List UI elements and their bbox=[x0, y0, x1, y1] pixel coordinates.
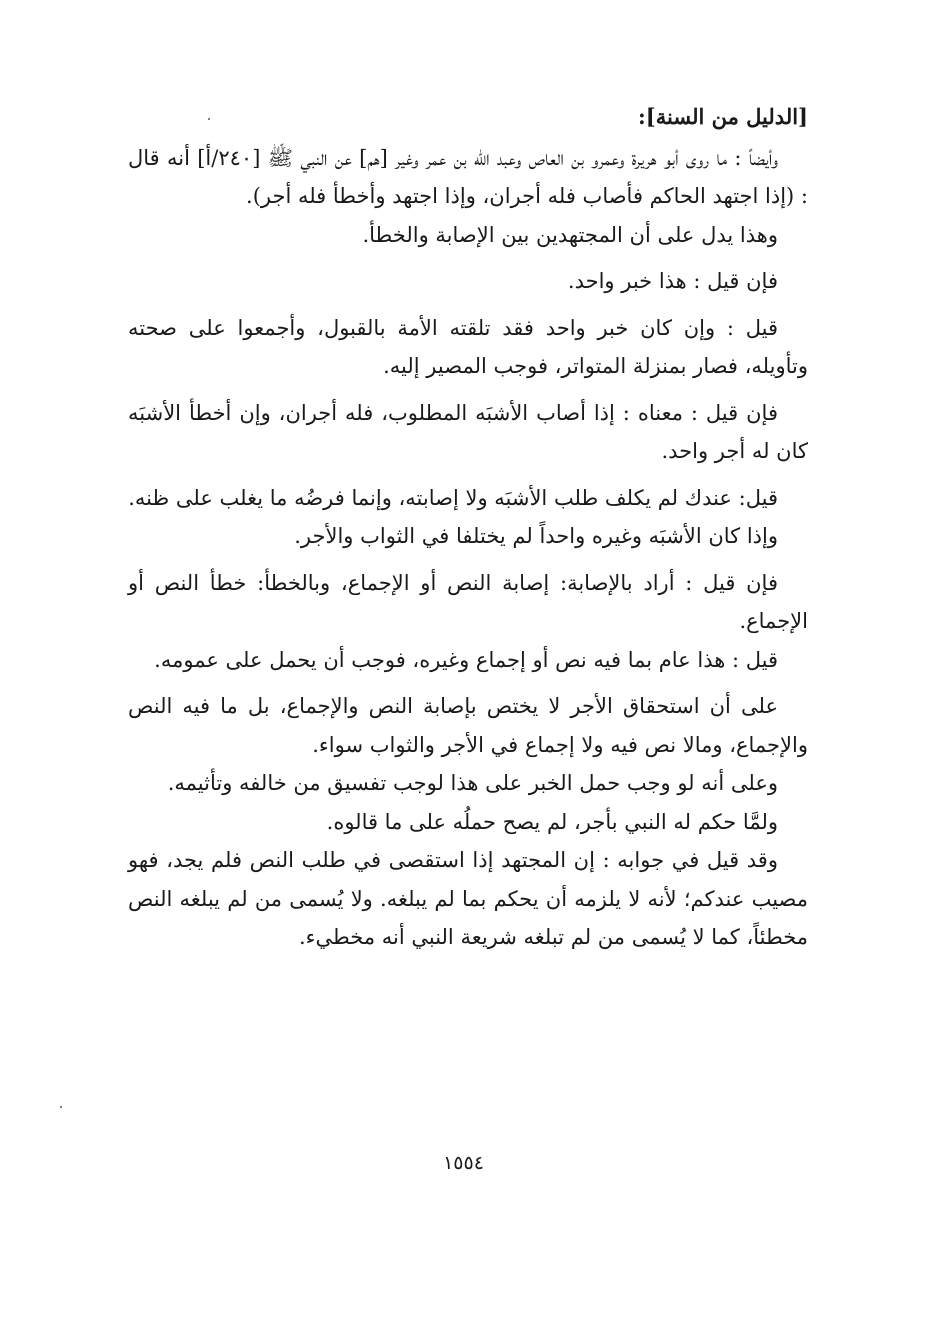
paragraph-reply-1: قيل : وإن كان خبر واحد فقد تلقته الأمة بالقبول، وأجمعوا على صحته وتأويله، فصار بمنزلة المتواتر، فوجب المصير إليه. bbox=[128, 315, 808, 378]
scan-speck bbox=[208, 118, 210, 120]
paragraph-reply-3d: ولمَّا حكم له النبي بأجر، لم يصح حملُه على ما قالوه. bbox=[326, 809, 778, 834]
paragraph-reply-3: قيل : هذا عام بما فيه نص أو إجماع وغيره، فوجب أن يحمل على عمومه. bbox=[154, 647, 778, 672]
paragraph-reply-2b: وإذا كان الأشبَه وغيره واحداً لم يختلفا في الثواب والأجر. bbox=[294, 524, 778, 548]
paragraph-objection-2: فإن قيل : معناه : إذا أصاب الأشبَه المطلوب، فله أجران، وإن أخطأ الأشبَه كان له أجر واحد. bbox=[128, 400, 808, 463]
paragraph-objection-1: فإن قيل : هذا خبر واحد. bbox=[567, 269, 778, 293]
section-heading: [الدليل من السنة]: bbox=[638, 104, 808, 129]
paragraph-hadith: وأيضاً : ما روى أبو هريرة وعمرو بن العاص وعبد الله بن عمر وغير [هم] عن النبي ﷺ [٢٤٠/أ] أنه قال : (إذا اجتهد الحاكم فأصاب فله أجران، وإذا اجتهد وأخطأ فله أجر). bbox=[128, 145, 808, 208]
body-text bbox=[128, 98, 808, 957]
paragraph-objection-3: فإن قيل : أراد بالإصابة: إصابة النص أو الإجماع، وبالخطأ: خطأ النص أو الإجماع. bbox=[128, 570, 808, 633]
paragraph-indication: وهذا يدل على أن المجتهدين بين الإصابة والخطأ. bbox=[362, 222, 778, 247]
paragraph-reply-3c: وعلى أنه لو وجب حمل الخبر على هذا لوجب تفسيق من خالفه وتأثيمه. bbox=[167, 771, 778, 795]
page-number: ١٥٥٤ bbox=[443, 1152, 484, 1174]
paragraph-reply-2: قيل: عندك لم يكلف طلب الأشبَه ولا إصابته، وإنما فرضُه ما يغلب على ظنه. bbox=[128, 485, 778, 510]
scan-speck bbox=[60, 1106, 62, 1108]
paragraph-answer: وقد قيل في جوابه : إن المجتهد إذا استقصى في طلب النص فلم يجد، فهو مصيب عندكم؛ لأنه لا يلزمه أن يحكم بما لم يبلغه. ولا يُسمى من لم يبلغه النص مخطئاً، كما لا يُسمى من لم تبلغه شريعة النبي أنه مخطيء. bbox=[128, 848, 808, 949]
paragraph-reply-3b: على أن استحقاق الأجر لا يختص بإصابة النص والإجماع، بل ما فيه النص والإجماع، ومالا نص فيه ولا إجماع في الأجر والثواب سواء. bbox=[128, 694, 808, 757]
